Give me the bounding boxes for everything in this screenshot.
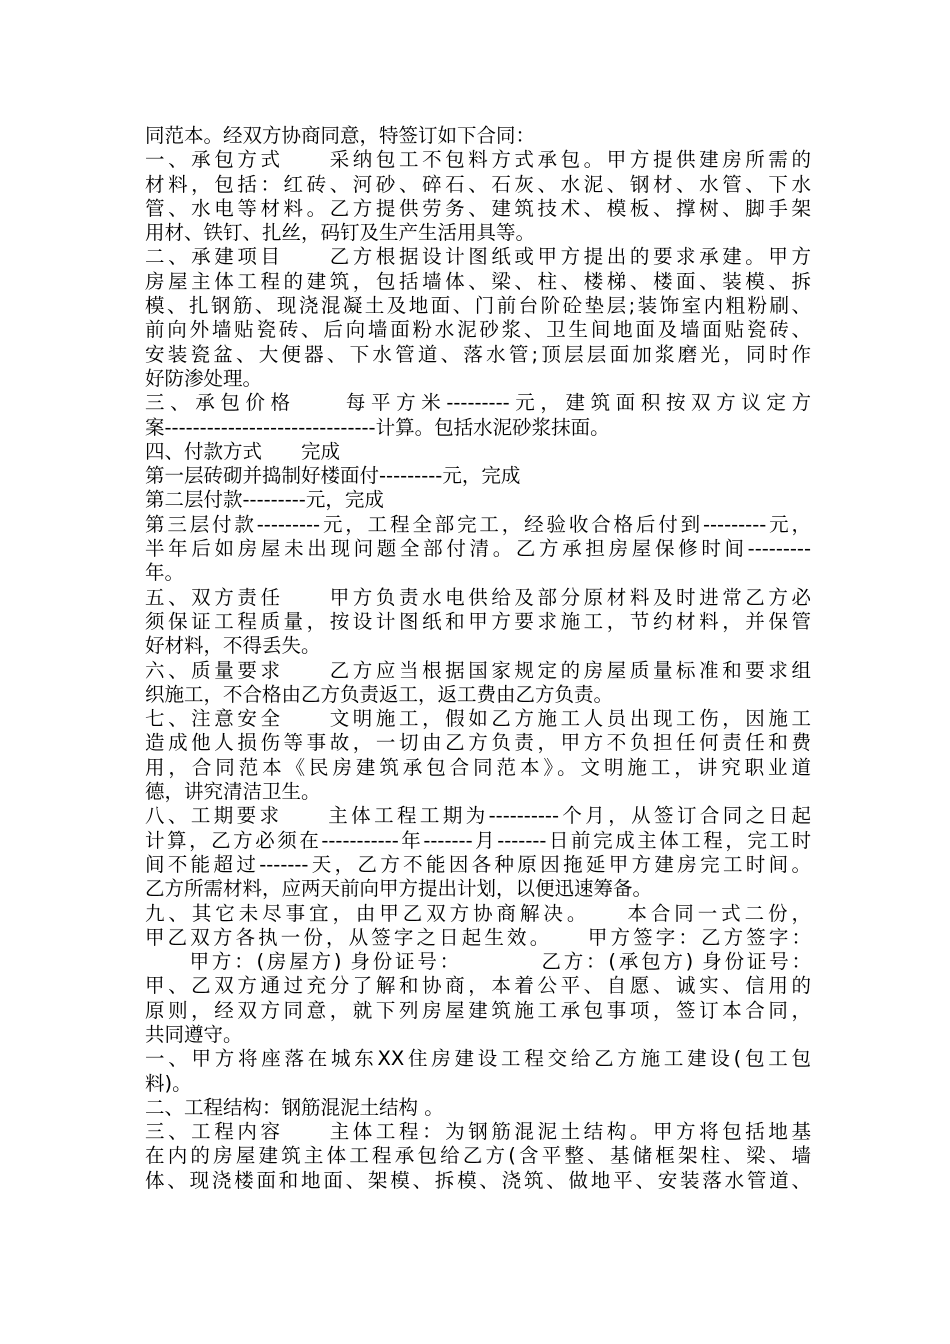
document-line: 好防渗处理。: [145, 366, 263, 390]
document-line: 案------------------------------计算。包括水泥砂浆抹面。: [145, 415, 610, 439]
document-line: 料)。: [145, 1071, 192, 1095]
document-line: 材料，包括：红砖、河砂、碎石、石灰、水泥、钢材、水管、下水: [145, 172, 811, 196]
document-line: 好材料，不得丢失。: [145, 634, 321, 658]
document-line: 安装瓷盆、大便器、下水管道、落水管;顶层层面加浆磨光，同时作: [145, 342, 811, 366]
document-line: 甲、乙双方通过充分了解和协商，本着公平、自愿、诚实、信用的: [145, 974, 811, 998]
document-line: 须保证工程质量，按设计图纸和甲方要求施工，节约材料，并保管: [145, 609, 811, 633]
document-line: 共同遵守。: [145, 1022, 243, 1046]
document-line: 一、承包方式 采纳包工不包料方式承包。甲方提供建房所需的: [145, 148, 811, 172]
document-line: 原则，经双方同意，就下列房屋建筑施工承包事项，签订本合同，: [145, 998, 811, 1022]
document-line: 三、承包价格 每平方米---------元，建筑面积按双方议定方: [145, 391, 811, 415]
document-line: 半年后如房屋未出现问题全部付清。乙方承担房屋保修时间---------: [145, 537, 811, 561]
document-line: 房屋主体工程的建筑，包括墙体、梁、柱、楼梯、楼面、装模、拆: [145, 269, 811, 293]
document-line: 乙方所需材料，应两天前向甲方提出计划，以便迅速筹备。: [145, 877, 653, 901]
document-line: 第一层砖砌并捣制好楼面付---------元，完成: [145, 464, 521, 488]
document-line: 四、付款方式 完成: [145, 439, 341, 463]
document-line: 体、现浇楼面和地面、架模、拆模、浇筑、做地平、安装落水管道、: [145, 1168, 811, 1192]
document-body: [145, 124, 811, 1193]
document-line: 一、甲方将座落在城东XX住房建设工程交给乙方施工建设(包工包: [145, 1047, 811, 1071]
document-line: 管、水电等材料。乙方提供劳务、建筑技术、模板、撑树、脚手架: [145, 196, 811, 220]
document-line: 织施工，不合格由乙方负责返工，返工费由乙方负责。: [145, 682, 614, 706]
document-line: 造成他人损伤等事故，一切由乙方负责，甲方不负担任何责任和费: [145, 731, 811, 755]
document-line: 德，讲究清洁卫生。: [145, 780, 321, 804]
document-line: 年。: [145, 561, 185, 585]
document-line: 九、其它未尽事宜，由甲乙双方协商解决。 本合同一式二份，: [145, 901, 811, 925]
document-line: 第三层付款---------元，工程全部完工，经验收合格后付到---------元，: [145, 512, 811, 536]
document-line: 六、质量要求 乙方应当根据国家规定的房屋质量标准和要求组: [145, 658, 811, 682]
document-line: 八、工期要求 主体工程工期为----------个月，从签订合同之日起: [145, 804, 811, 828]
document-line: 用，合同范本《民房建筑承包合同范本》。文明施工，讲究职业道: [145, 755, 811, 779]
document-line: 间不能超过-------天，乙方不能因各种原因拖延甲方建房完工时间。: [145, 852, 811, 876]
document-line: 同范本。经双方协商同意，特签订如下合同：: [145, 124, 536, 147]
document-line: 甲方：(房屋方) 身份证号： 乙方：(承包方) 身份证号：: [145, 950, 811, 974]
document-line: 模、扎钢筋、现浇混凝土及地面、门前台阶砼垫层;装饰室内粗粉刷、: [145, 294, 811, 318]
document-line: 在内的房屋建筑主体工程承包给乙方(含平整、基储框架柱、梁、墙: [145, 1144, 811, 1168]
document-line: 七、注意安全 文明施工，假如乙方施工人员出现工伤，因施工: [145, 707, 811, 731]
document-line: 甲乙双方各执一份，从签字之日起生效。 甲方签字：乙方签字：: [145, 925, 811, 949]
document-line: 三、工程内容 主体工程：为钢筋混泥土结构。甲方将包括地基: [145, 1120, 811, 1144]
document-line: 五、双方责任 甲方负责水电供给及部分原材料及时进常乙方必: [145, 585, 811, 609]
document-line: 二、工程结构：钢筋混泥土结构 。: [145, 1095, 444, 1119]
document-line: 前向外墙贴瓷砖、后向墙面粉水泥砂浆、卫生间地面及墙面贴瓷砖、: [145, 318, 811, 342]
document-line: 计算，乙方必须在-----------年-------月-------日前完成主体工程，完工时: [145, 828, 811, 852]
document-line: 第二层付款---------元，完成: [145, 488, 384, 512]
document-line: 二、承建项目 乙方根据设计图纸或甲方提出的要求承建。甲方: [145, 245, 811, 269]
document-line: 用材、铁钉、扎丝，码钉及生产生活用具等。: [145, 221, 536, 245]
